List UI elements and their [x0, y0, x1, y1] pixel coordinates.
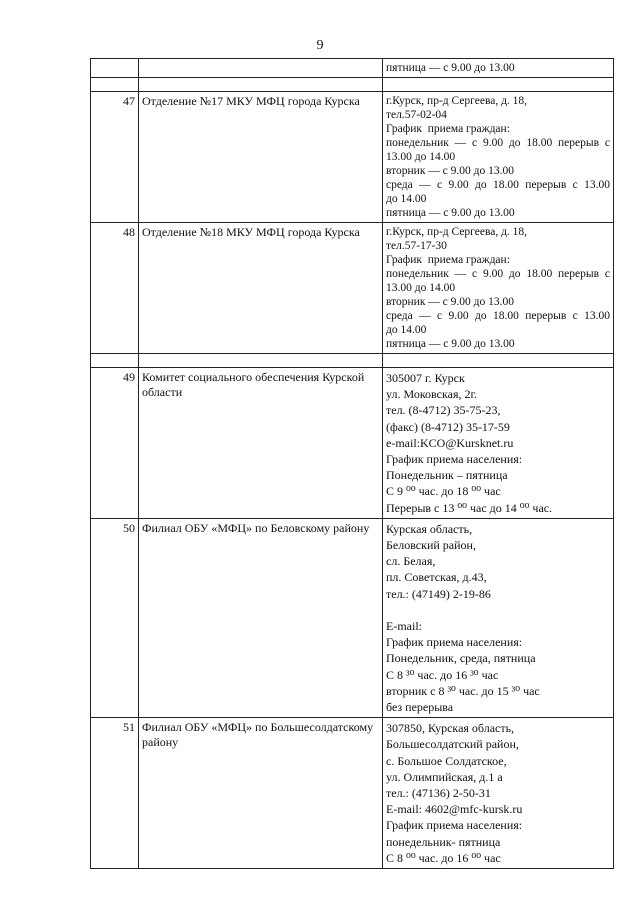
- info-line: График приема населения:: [386, 635, 523, 650]
- info-line: пятница — с 9.00 до 13.00: [386, 207, 515, 219]
- contact-info: [383, 518, 614, 717]
- info-line: вторник — с 9.00 до 13.00: [386, 165, 514, 177]
- info-line: тел.: (47136) 2-50-31: [386, 786, 491, 801]
- spacer-cell: [91, 78, 139, 92]
- info-line: График приема населения:: [386, 452, 523, 467]
- table-row: [91, 368, 614, 519]
- contact-info: [383, 223, 614, 354]
- info-line: тел.57-02-04: [386, 109, 447, 121]
- row-number: 48: [91, 223, 139, 354]
- info-line: до 14.00: [386, 324, 427, 336]
- info-line: График приема граждан:: [386, 123, 510, 135]
- info-line: Большесолдатский район,: [386, 737, 519, 752]
- info-line: (факс) (8-4712) 35-17-59: [386, 419, 510, 434]
- info-line: С 8 ³⁰ час. до 16 ³⁰ час: [386, 667, 499, 682]
- institutions-table: [90, 58, 614, 869]
- info-line: [386, 602, 610, 618]
- page-number: 9: [316, 38, 324, 53]
- info-line: вторник — с 9.00 до 13.00: [386, 296, 514, 308]
- table-row: [91, 718, 614, 869]
- info-line: пятница — с 9.00 до 13.00: [386, 338, 515, 350]
- row-number: [91, 59, 139, 78]
- spacer-cell: [139, 354, 383, 368]
- table-body: [91, 59, 614, 869]
- table-spacer-row: [91, 354, 614, 368]
- info-line: График приема граждан:: [386, 254, 510, 266]
- table-row: [91, 92, 614, 223]
- info-line: 305007 г. Курск: [386, 371, 465, 385]
- contact-info: [383, 92, 614, 223]
- info-line: Понедельник, среда, пятница: [386, 651, 536, 666]
- institution-name: [139, 59, 383, 78]
- info-line: понедельник- пятница: [386, 834, 501, 849]
- info-line: без перерыва: [386, 700, 454, 715]
- info-line: тел.: (47149) 2-19-86: [386, 586, 491, 601]
- row-number: 47: [91, 92, 139, 223]
- contact-info: [383, 59, 614, 78]
- contact-info: [383, 718, 614, 869]
- info-line: среда — с 9.00 до 18.00 перерыв с 13.00: [386, 179, 610, 191]
- institution-name: Отделение №18 МКУ МФЦ города Курска: [139, 223, 383, 354]
- info-line: г.Курск, пр-д Сергеева, д. 18,: [386, 95, 528, 107]
- info-line: ул. Моковская, 2г.: [386, 387, 478, 402]
- info-line: Беловский район,: [386, 538, 476, 553]
- table-row: [91, 518, 614, 717]
- table-row: [91, 223, 614, 354]
- info-line: пл. Советская, д.43,: [386, 570, 487, 585]
- row-number: 50: [91, 518, 139, 717]
- info-line: Понедельник – пятница: [386, 468, 508, 483]
- info-line: График приема населения:: [386, 818, 523, 833]
- info-line: Перерыв с 13 ⁰⁰ час до 14 ⁰⁰ час.: [386, 500, 553, 515]
- table-spacer-row: [91, 78, 614, 92]
- institution-name: Филиал ОБУ «МФЦ» по Беловскому району: [139, 518, 383, 717]
- institution-name: Комитет социального обеспечения Курской области: [139, 368, 383, 519]
- institution-name: Отделение №17 МКУ МФЦ города Курска: [139, 92, 383, 223]
- spacer-cell: [383, 354, 614, 368]
- info-line: среда — с 9.00 до 18.00 перерыв с 13.00: [386, 310, 610, 322]
- info-line: С 8 ⁰⁰ час. до 16 ⁰⁰ час: [386, 850, 501, 865]
- spacer-cell: [383, 78, 614, 92]
- info-line: г.Курск, пр-д Сергеева, д. 18,: [386, 226, 528, 238]
- info-line: до 14.00: [386, 193, 427, 205]
- info-line: ул. Олимпийская, д.1 а: [386, 769, 503, 784]
- info-line: 307850, Курская область,: [386, 721, 515, 736]
- info-line: Курская область,: [386, 521, 473, 536]
- row-number: 49: [91, 368, 139, 519]
- spacer-cell: [139, 78, 383, 92]
- info-line: 13.00 до 14.00: [386, 151, 456, 163]
- info-line: понедельник — с 9.00 до 18.00 перерыв с: [386, 137, 610, 149]
- info-line: тел. (8-4712) 35-75-23,: [386, 403, 501, 418]
- institution-name: Филиал ОБУ «МФЦ» по Большесолдатскому району: [139, 718, 383, 869]
- info-line: 13.00 до 14.00: [386, 282, 456, 294]
- info-line: вторник с 8 ³⁰ час. до 15 ³⁰ час: [386, 683, 540, 698]
- info-line: пятница — с 9.00 до 13.00: [386, 62, 515, 74]
- info-line: E-mail:: [386, 619, 422, 634]
- info-line: E-mail: 4602@mfc-kursk.ru: [386, 802, 523, 817]
- info-line: С 9 ⁰⁰ час. до 18 ⁰⁰ час: [386, 484, 501, 499]
- table-row: [91, 59, 614, 78]
- spacer-cell: [91, 354, 139, 368]
- info-line: с. Большое Солдатское,: [386, 753, 507, 768]
- info-line: тел.57-17-30: [386, 240, 447, 252]
- info-line: понедельник — с 9.00 до 18.00 перерыв с: [386, 268, 610, 280]
- row-number: 51: [91, 718, 139, 869]
- contact-info: [383, 368, 614, 519]
- info-line: сл. Белая,: [386, 554, 436, 569]
- info-line: e-mail:KCO@Kursknet.ru: [386, 435, 514, 450]
